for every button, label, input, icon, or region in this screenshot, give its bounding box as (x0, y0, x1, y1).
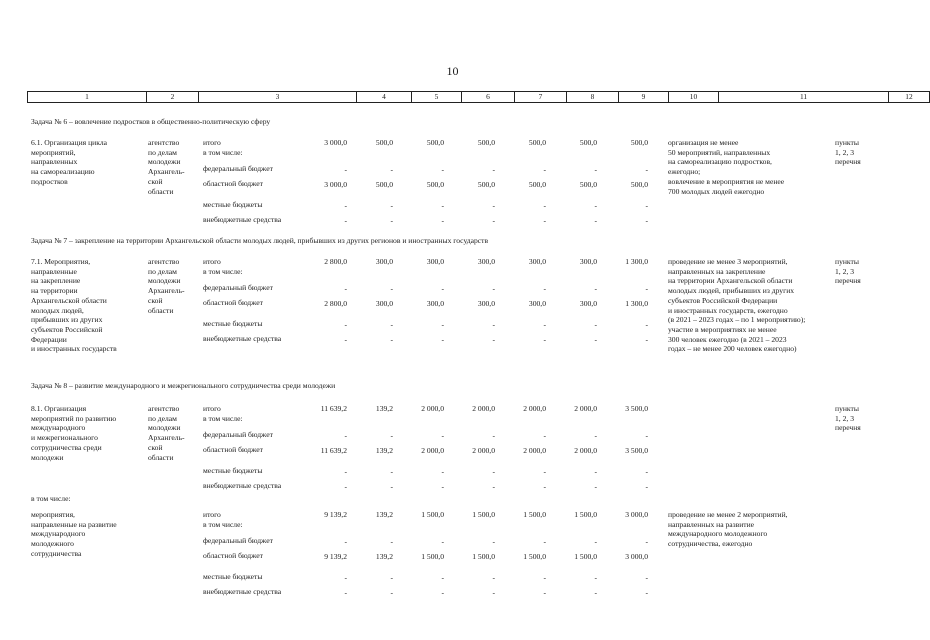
funding-value-cell: 2 000,0 (523, 446, 546, 455)
funding-value-cell: 3 000,0 (625, 552, 648, 561)
program-link-text: пункты 1, 2, 3 перечня (835, 404, 861, 433)
event-name: 7.1. Мероприятия, направленные на закрепление на территории Архангельской области молодых людей, прибывших из других субъектов Российской Федерации и иностранных государств (31, 257, 117, 354)
program-link-text: пункты 1, 2, 3 перечня (835, 138, 861, 167)
header-col-1: 1 (28, 92, 147, 103)
funding-value-cell: - (441, 573, 444, 582)
funding-value-cell: - (344, 201, 347, 210)
funding-value-cell: 500,0 (630, 138, 648, 147)
funding-value-cell: - (492, 588, 495, 597)
task-6-heading: Задача № 6 – вовлечение подростков в общественно-политическую сферу (31, 117, 271, 126)
expected-result-text: организация не менее 50 мероприятий, направленных на самореализацию подростков, ежегодно; вовлечение в мероприятия не менее 700 молодых людей ежегодно (668, 138, 785, 196)
expected-result-text: проведение не менее 2 мероприятий, направленных на развитие международного молодежного сотрудничества, ежегодно (668, 510, 788, 549)
task-7-heading: Задача № 7 – закрепление на территории Архангельской области молодых людей, прибывших из других регионов и иностранных государств (31, 236, 489, 245)
funding-value-cell: - (492, 320, 495, 329)
funding-value-cell: - (344, 588, 347, 597)
funding-value-cell: 1 500,0 (472, 510, 495, 519)
funding-value-cell: 2 000,0 (472, 404, 495, 413)
funding-value-cell: - (543, 216, 546, 225)
funding-value-cell: - (344, 284, 347, 293)
funding-value-cell: 300,0 (375, 299, 393, 308)
funding-source-label: итого в том числе: (203, 510, 243, 529)
funding-value-cell: 500,0 (477, 138, 495, 147)
funding-value-cell: - (594, 588, 597, 597)
funding-value-cell: 1 500,0 (574, 552, 597, 561)
funding-source-label: внебюджетные средства (203, 215, 282, 224)
funding-value-cell: - (645, 201, 648, 210)
executor-name: агентство по делам молодежи Архангель- ской области (148, 257, 185, 315)
header-col-6: 6 (462, 92, 515, 103)
funding-value-cell: 11 639,2 (320, 404, 347, 413)
executor-name: агентство по делам молодежи Архангель- ской области (148, 404, 185, 462)
funding-value-cell: - (441, 201, 444, 210)
funding-value-cell: - (492, 573, 495, 582)
funding-value-cell: - (344, 165, 347, 174)
funding-value-cell: 500,0 (528, 138, 546, 147)
funding-value-cell: 500,0 (630, 180, 648, 189)
funding-value-cell: - (390, 573, 393, 582)
funding-source-label: федеральный бюджет (203, 283, 273, 292)
funding-value-cell: - (492, 201, 495, 210)
funding-value-cell: - (441, 320, 444, 329)
funding-source-label: областной бюджет (203, 445, 263, 454)
funding-value-cell: 3 000,0 (625, 510, 648, 519)
program-link-text: пункты 1, 2, 3 перечня (835, 257, 861, 286)
funding-value-cell: - (645, 320, 648, 329)
in-that-number-label: в том числе: (31, 494, 71, 503)
funding-value-cell: 2 800,0 (324, 257, 347, 266)
funding-value-cell: 500,0 (426, 138, 444, 147)
funding-source-label: внебюджетные средства (203, 481, 282, 490)
funding-value-cell: - (594, 573, 597, 582)
funding-value-cell: - (390, 216, 393, 225)
funding-value-cell: 3 000,0 (324, 180, 347, 189)
funding-value-cell: - (645, 216, 648, 225)
funding-value-cell: - (441, 467, 444, 476)
funding-value-cell: 139,2 (375, 446, 393, 455)
funding-value-cell: 500,0 (375, 138, 393, 147)
funding-value-cell: - (441, 431, 444, 440)
task-8-heading: Задача № 8 – развитие международного и межрегионального сотрудничества среди молодежи (31, 381, 336, 390)
funding-value-cell: - (594, 284, 597, 293)
funding-value-cell: 1 500,0 (574, 510, 597, 519)
funding-value-cell: 500,0 (579, 180, 597, 189)
funding-source-label: местные бюджеты (203, 466, 263, 475)
expected-result-text: проведение не менее 3 мероприятий, направленных на закрепление на территории Архангельской области молодых людей, прибывших из других субъектов Российской Федерации и иностранных государств, ежегодно (в 2021 – 2023 годах – по 1 мероприятию); участие в мероприятиях не менее 300 человек ежегодно (в 2021 – 2023 годах – не менее 200 человек ежегодно) (668, 257, 806, 354)
funding-value-cell: 500,0 (477, 180, 495, 189)
funding-value-cell: 1 300,0 (625, 299, 648, 308)
funding-source-label: местные бюджеты (203, 319, 263, 328)
funding-value-cell: 3 500,0 (625, 446, 648, 455)
funding-value-cell: 139,2 (375, 552, 393, 561)
funding-value-cell: - (492, 482, 495, 491)
funding-value-cell: 1 300,0 (625, 257, 648, 266)
funding-value-cell: - (390, 431, 393, 440)
funding-source-label: внебюджетные средства (203, 334, 282, 343)
funding-value-cell: - (390, 165, 393, 174)
funding-value-cell: - (645, 431, 648, 440)
funding-value-cell: 3 500,0 (625, 404, 648, 413)
funding-value-cell: - (594, 320, 597, 329)
funding-value-cell: 1 500,0 (472, 552, 495, 561)
funding-value-cell: - (645, 284, 648, 293)
funding-value-cell: 500,0 (579, 138, 597, 147)
funding-value-cell: - (492, 216, 495, 225)
event-name: 8.1. Организация мероприятий по развитию международного и межрегионального сотрудничества среди молодежи (31, 404, 117, 462)
funding-value-cell: 300,0 (426, 257, 444, 266)
funding-source-label: итого в том числе: (203, 257, 243, 276)
funding-value-cell: 2 000,0 (421, 446, 444, 455)
funding-value-cell: - (645, 537, 648, 546)
funding-value-cell: 300,0 (579, 299, 597, 308)
funding-source-label: внебюджетные средства (203, 587, 282, 596)
funding-value-cell: - (344, 431, 347, 440)
funding-value-cell: - (543, 320, 546, 329)
event-name: мероприятия, направленные на развитие международного молодежного сотрудничества (31, 510, 117, 558)
funding-value-cell: - (441, 588, 444, 597)
funding-value-cell: 300,0 (375, 257, 393, 266)
funding-value-cell: 11 639,2 (320, 446, 347, 455)
funding-value-cell: - (543, 467, 546, 476)
funding-value-cell: - (594, 482, 597, 491)
funding-source-label: областной бюджет (203, 298, 263, 307)
funding-value-cell: 300,0 (528, 299, 546, 308)
funding-value-cell: - (543, 431, 546, 440)
header-col-10: 10 (669, 92, 719, 103)
funding-value-cell: - (543, 482, 546, 491)
funding-value-cell: - (390, 537, 393, 546)
funding-source-label: итого в том числе: (203, 138, 243, 157)
funding-value-cell: 2 000,0 (472, 446, 495, 455)
funding-value-cell: - (645, 165, 648, 174)
page-number: 10 (446, 64, 459, 78)
funding-source-label: областной бюджет (203, 551, 263, 560)
funding-value-cell: 300,0 (477, 257, 495, 266)
funding-value-cell: - (441, 216, 444, 225)
funding-value-cell: 300,0 (477, 299, 495, 308)
funding-value-cell: - (543, 573, 546, 582)
funding-value-cell: - (390, 467, 393, 476)
funding-value-cell: 2 000,0 (574, 446, 597, 455)
funding-value-cell: - (492, 165, 495, 174)
funding-value-cell: - (344, 537, 347, 546)
funding-value-cell: - (390, 588, 393, 597)
funding-value-cell: - (543, 284, 546, 293)
funding-value-cell: 2 000,0 (421, 404, 444, 413)
funding-value-cell: - (594, 216, 597, 225)
funding-value-cell: - (441, 537, 444, 546)
event-name: 6.1. Организация цикла мероприятий, направленных на самореализацию подростков (31, 138, 108, 186)
funding-value-cell: - (344, 482, 347, 491)
funding-source-label: областной бюджет (203, 179, 263, 188)
funding-source-label: федеральный бюджет (203, 536, 273, 545)
funding-value-cell: - (441, 482, 444, 491)
funding-value-cell: - (645, 467, 648, 476)
funding-value-cell: - (492, 537, 495, 546)
funding-value-cell: - (344, 320, 347, 329)
header-col-3: 3 (199, 92, 357, 103)
header-col-4: 4 (357, 92, 412, 103)
funding-value-cell: - (441, 165, 444, 174)
funding-value-cell: - (645, 588, 648, 597)
funding-value-cell: 2 000,0 (523, 404, 546, 413)
funding-value-cell: 3 000,0 (324, 138, 347, 147)
funding-value-cell: - (594, 165, 597, 174)
funding-value-cell: - (645, 482, 648, 491)
funding-source-label: местные бюджеты (203, 572, 263, 581)
funding-value-cell: - (390, 320, 393, 329)
header-col-9: 9 (619, 92, 669, 103)
funding-value-cell: 9 139,2 (324, 510, 347, 519)
funding-value-cell: 500,0 (528, 180, 546, 189)
header-col-2: 2 (147, 92, 199, 103)
funding-value-cell: - (594, 431, 597, 440)
funding-value-cell: - (344, 573, 347, 582)
funding-value-cell: - (543, 201, 546, 210)
funding-value-cell: 139,2 (375, 404, 393, 413)
funding-value-cell: 300,0 (579, 257, 597, 266)
column-number-header (27, 91, 930, 103)
funding-value-cell: 1 500,0 (421, 552, 444, 561)
funding-value-cell: 2 000,0 (574, 404, 597, 413)
funding-value-cell: 1 500,0 (523, 510, 546, 519)
funding-value-cell: 300,0 (528, 257, 546, 266)
funding-value-cell: 9 139,2 (324, 552, 347, 561)
header-col-8: 8 (567, 92, 619, 103)
funding-source-label: федеральный бюджет (203, 430, 273, 439)
funding-value-cell: 2 800,0 (324, 299, 347, 308)
funding-source-label: федеральный бюджет (203, 164, 273, 173)
funding-value-cell: - (543, 588, 546, 597)
funding-value-cell: 500,0 (375, 180, 393, 189)
funding-value-cell: - (344, 335, 347, 344)
funding-value-cell: - (441, 284, 444, 293)
funding-source-label: итого в том числе: (203, 404, 243, 423)
funding-value-cell: - (645, 573, 648, 582)
funding-value-cell: - (543, 537, 546, 546)
header-col-7: 7 (515, 92, 567, 103)
funding-value-cell: 1 500,0 (523, 552, 546, 561)
funding-value-cell: - (344, 216, 347, 225)
funding-value-cell: - (594, 467, 597, 476)
funding-value-cell: - (441, 335, 444, 344)
executor-name: агентство по делам молодежи Архангель- ской области (148, 138, 185, 196)
header-col-5: 5 (412, 92, 462, 103)
funding-value-cell: - (492, 284, 495, 293)
funding-value-cell: 139,2 (375, 510, 393, 519)
funding-value-cell: - (492, 431, 495, 440)
funding-value-cell: - (543, 335, 546, 344)
funding-value-cell: - (390, 335, 393, 344)
funding-value-cell: 1 500,0 (421, 510, 444, 519)
header-col-12: 12 (889, 92, 930, 103)
funding-value-cell: - (344, 467, 347, 476)
funding-value-cell: - (594, 537, 597, 546)
funding-value-cell: - (492, 467, 495, 476)
funding-value-cell: 500,0 (426, 180, 444, 189)
funding-value-cell: - (390, 201, 393, 210)
funding-value-cell: - (390, 482, 393, 491)
funding-value-cell: - (594, 201, 597, 210)
header-col-11: 11 (719, 92, 889, 103)
funding-value-cell: - (645, 335, 648, 344)
funding-value-cell: - (492, 335, 495, 344)
funding-value-cell: - (390, 284, 393, 293)
funding-value-cell: - (594, 335, 597, 344)
funding-value-cell: - (543, 165, 546, 174)
funding-source-label: местные бюджеты (203, 200, 263, 209)
funding-value-cell: 300,0 (426, 299, 444, 308)
